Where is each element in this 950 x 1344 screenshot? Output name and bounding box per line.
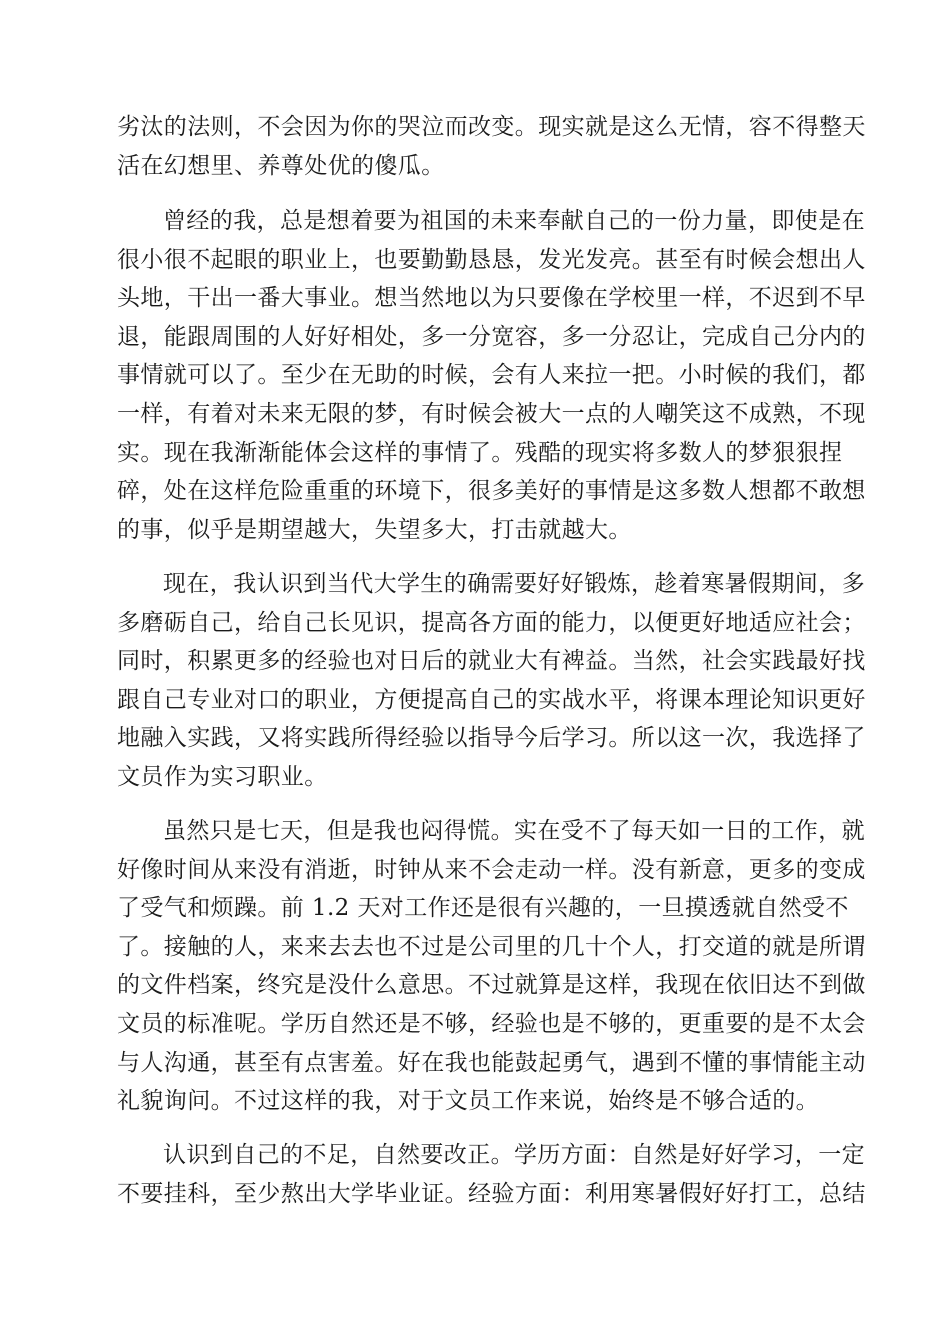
paragraph-line: 实。现在我渐渐能体会这样的事情了。残酷的现实将多数人的梦狠狠捏 xyxy=(117,439,843,466)
paragraph-5 xyxy=(117,1136,866,1213)
paragraph-line: 劣汰的法则，不会因为你的哭泣而改变。现实就是这么无情，容不得整天 xyxy=(117,114,866,140)
paragraph-line: 同时，积累更多的经验也对日后的就业大有裨益。当然，社会实践最好找 xyxy=(117,648,866,675)
paragraph-line: 的文件档案，终究是没什么意思。不过就算是这样，我现在依旧达不到做 xyxy=(117,972,866,999)
paragraph-line: 很小很不起眼的职业上，也要勤勤恳恳，发光发亮。甚至有时候会想出人 xyxy=(117,246,866,273)
paragraph-line: 头地，干出一番大事业。想当然地以为只要像在学校里一样，不迟到不早 xyxy=(117,285,866,312)
paragraph-line: 跟自己专业对口的职业，方便提高自己的实战水平，将课本理论知识更好 xyxy=(117,686,866,713)
paragraph-line: 地融入实践，又将实践所得经验以指导今后学习。所以这一次，我选择了 xyxy=(117,725,866,752)
paragraph-line: 文员的标准呢。学历自然还是不够，经验也是不够的，更重要的是不太会 xyxy=(117,1010,866,1037)
paragraph-line: 了。接触的人，来来去去也不过是公司里的几十个人，打交道的就是所谓 xyxy=(117,933,866,960)
paragraph-line: 碎，处在这样危险重重的环境下，很多美好的事情是这多数人想都不敢想 xyxy=(117,478,866,505)
paragraph-2 xyxy=(117,202,866,549)
paragraph-line: 认识到自己的不足，自然要改正。学历方面：自然是好好学习，一定 xyxy=(163,1142,865,1168)
paragraph-line: 现在，我认识到当代大学生的确需要好好锻炼，趁着寒暑假期间，多 xyxy=(163,571,865,597)
paragraph-line: 的事，似乎是期望越大，失望多大，打击就越大。 xyxy=(117,516,632,543)
paragraph-line: 多磨砺自己，给自己长见识，提高各方面的能力，以便更好地适应社会； xyxy=(117,609,866,636)
paragraph-line: 一样，有着对未来无限的梦，有时候会被大一点的人嘲笑这不成熟，不现 xyxy=(117,400,866,427)
paragraph-line: 好像时间从来没有消逝，时钟从来不会走动一样。没有新意，更多的变成 xyxy=(117,856,866,883)
paragraph-line: 了受气和烦躁。前 1.2 天对工作还是很有兴趣的，一旦摸透就自然受不 xyxy=(117,895,849,922)
paragraph-1 xyxy=(117,108,866,185)
paragraph-line: 不要挂科，至少熬出大学毕业证。经验方面：利用寒暑假好好打工，总结 xyxy=(117,1180,866,1207)
paragraph-3 xyxy=(117,565,866,797)
paragraph-line: 文员作为实习职业。 xyxy=(117,763,328,790)
paragraph-line: 曾经的我，总是想着要为祖国的未来奉献自己的一份力量，即使是在 xyxy=(163,208,865,234)
paragraph-line: 退，能跟周围的人好好相处，多一分宽容，多一分忍让，完成自己分内的 xyxy=(117,323,866,350)
paragraph-line: 与人沟通，甚至有点害羞。好在我也能鼓起勇气，遇到不懂的事情能主动 xyxy=(117,1049,866,1076)
paragraph-line: 活在幻想里、养尊处优的傻瓜。 xyxy=(117,152,445,179)
paragraph-line: 礼貌询问。不过这样的我，对于文员工作来说，始终是不够合适的。 xyxy=(117,1088,819,1115)
paragraph-line: 事情就可以了。至少在无助的时候，会有人来拉一把。小时候的我们，都 xyxy=(117,362,866,389)
paragraph-4 xyxy=(117,812,866,1121)
paragraph-line: 虽然只是七天，但是我也闷得慌。实在受不了每天如一日的工作，就 xyxy=(163,818,865,844)
